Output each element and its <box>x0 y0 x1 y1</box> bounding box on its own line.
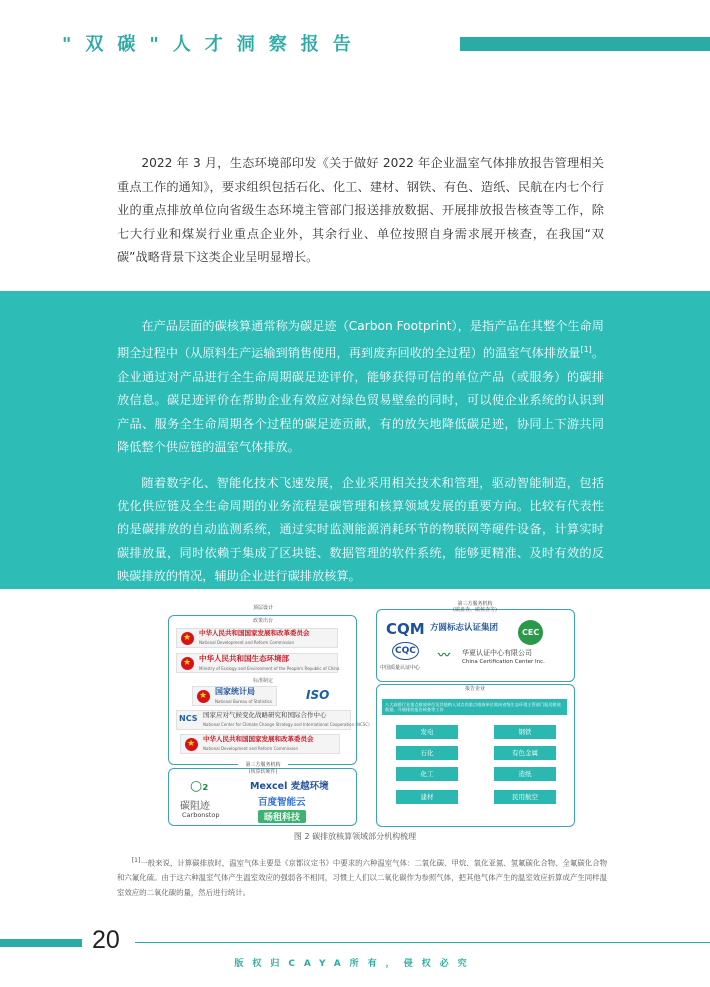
certification-label: 第三方服务机构 <box>457 601 493 607</box>
national-emblem-icon <box>197 690 210 703</box>
report-enterprises-label: 报告企业 <box>464 686 485 692</box>
industry-civil-aviation: 民用航空 <box>494 790 556 804</box>
cqm-logo: CQM <box>386 620 425 638</box>
footnote: [1]一般来说，计算碳排放时，温室气体主要是《京都议定书》中要求的六种温室气体：二氧化碳、甲烷、氧化亚氮、氢氟碳化合物、全氟碳化合物和六氟化硫。由于这六种温室气体产生温室效应的强弱各不相同，习惯上人们以二氧化碳作为参照气体，把其他气体产生的温室效应折算成产生同样温室效应的二氧化碳的量，然后进行统计。 <box>117 857 607 897</box>
national-emblem-icon <box>181 657 194 670</box>
software-provider-sublabel: (核算软硬件) <box>248 769 278 775</box>
nccs-logo: NCS 国家应对气候变化战略研究和国际合作中心 National Center for Climate Change Strategy and International Cooperation (NCSC) <box>176 710 351 730</box>
header-accent-bar <box>460 37 710 51</box>
industry-building-materials: 建材 <box>396 790 458 804</box>
yunzu-logo: 旸租科技 <box>258 810 306 823</box>
cec-logo: CEC <box>518 620 543 645</box>
cqm-cn: 方圆标志认证集团 <box>430 623 499 633</box>
industry-nonferrous: 有色金属 <box>494 746 556 760</box>
national-emblem-icon <box>181 632 194 645</box>
ccc-bird-icon: 〰 <box>438 648 451 662</box>
report-enterprises-desc: 八大高排行业重点排放单位及其他纳入试点的重点排放单位需向省级生态环境主管部门报送排放数据，开展排放报告核查等工作 <box>382 699 567 715</box>
figure-org-diagram <box>168 600 575 826</box>
top-design-label: 顶层设计 <box>252 605 273 611</box>
certification-sublabel: (碳盘查、碳核查等) <box>453 607 497 613</box>
intro-paragraph: 2022 年 3 月，生态环境部印发《关于做好 2022 年企业温室气体排放报告管理相关重点工作的通知》，要求组织包括石化、化工、建材、钢铁、有色、造纸、民航在内七个行业的重点排放单位向省级生态环境主管部门报送排放数据、开展排放报告核查等工作，除七大行业和煤炭行业重点企业外，其余行业、单位按照自身需求展开核查，在我国“双碳”战略背景下这类企业呈明显增长。 <box>117 156 604 265</box>
report-title: "双碳"人才洞察报告 <box>62 34 365 55</box>
industry-chemical: 化工 <box>396 767 458 781</box>
digitalization-paragraph: 随着数字化、智能化技术飞速发展，企业采用相关技术和管理，驱动智能制造，包括优化供应链及全生命周期的业务流程是碳管理和核算领域发展的重要方向。比较有代表性的是碳排放的自动监测系统，通过实时监测能源消耗环节的物联网等硬件设备，计算实时碳排放量，同时依赖于集成了区块链、数据管理的软件系统，能够更精准、及时有效的反映碳排放的情况，辅助企业进行碳排放核算。 <box>117 475 604 584</box>
ncs-mark-icon: NCS <box>179 714 198 723</box>
cqc-logo: CQC <box>392 642 419 660</box>
ndrc-logo-2: ★ 中华人民共和国国家发展和改革委员会 National Development and Reform Commission <box>180 734 340 754</box>
ccc-cn: 华夏认证中心有限公司 <box>462 649 532 657</box>
industry-paper: 造纸 <box>494 767 556 781</box>
software-provider-label: 第三方服务机构 <box>238 761 288 768</box>
carbonstop-cn: 碳阻迹 <box>180 801 210 812</box>
carbonstop-icon: ○₂ <box>190 778 209 794</box>
ccc-en: China Certification Center Inc. <box>462 659 545 665</box>
policy-label: 政策出台 <box>252 618 273 624</box>
industry-steel: 钢铁 <box>494 725 556 739</box>
mexcel-logo: Mexcel 麦越环境 <box>250 781 329 792</box>
industry-petrochemical: 石化 <box>396 746 458 760</box>
page-number-bar <box>0 939 82 947</box>
cqc-cn: 中国质量认证中心 <box>380 665 421 671</box>
national-emblem-icon <box>185 738 198 751</box>
figure-caption: 图 2 碳排放核算领域部分机构梳理 <box>293 832 417 841</box>
copyright-notice: 版权归CAYA所有，侵权必究 <box>234 959 476 969</box>
standard-label: 标准制定 <box>252 678 273 684</box>
industry-power: 发电 <box>396 725 458 739</box>
nbs-logo: ★ 国家统计局 National Bureau of Statistics <box>192 686 277 706</box>
footnote-ref[interactable]: [1] <box>580 345 592 355</box>
highlight-text <box>117 315 604 601</box>
ndrc-logo: ★ 中华人民共和国国家发展和改革委员会 National Development and Reform Commission <box>176 628 338 648</box>
footer-rule <box>135 942 710 943</box>
carbonstop-en: Carbonstop <box>182 811 220 819</box>
iso-logo: ISO <box>306 688 330 702</box>
carbon-footprint-paragraph: 在产品层面的碳核算通常称为碳足迹（Carbon Footprint），是指产品在其整个生命周期全过程中（从原料生产运输到销售使用，再到废弃回收的全过程）的温室气体排放量[1]。企业通过对产品进行全生命周期碳足迹评价，能够获得可信的单位产品（或服务）的碳排放信息。碳足迹评价在帮助企业有效应对绿色贸易壁垒的同时，可以使企业系统的认识到产品、服务全生命周期各个过程的碳足迹贡献，有的放矢地降低碳足迹，协同上下游共同降低整个供应链的温室气体排放。 <box>117 319 605 455</box>
mee-logo: ★ 中华人民共和国生态环境部 Ministry of Ecology and Environment of the People's Republic of China <box>176 653 338 673</box>
page-number: 20 <box>92 926 120 954</box>
baidu-cloud-logo: 百度智能云 <box>258 797 306 808</box>
